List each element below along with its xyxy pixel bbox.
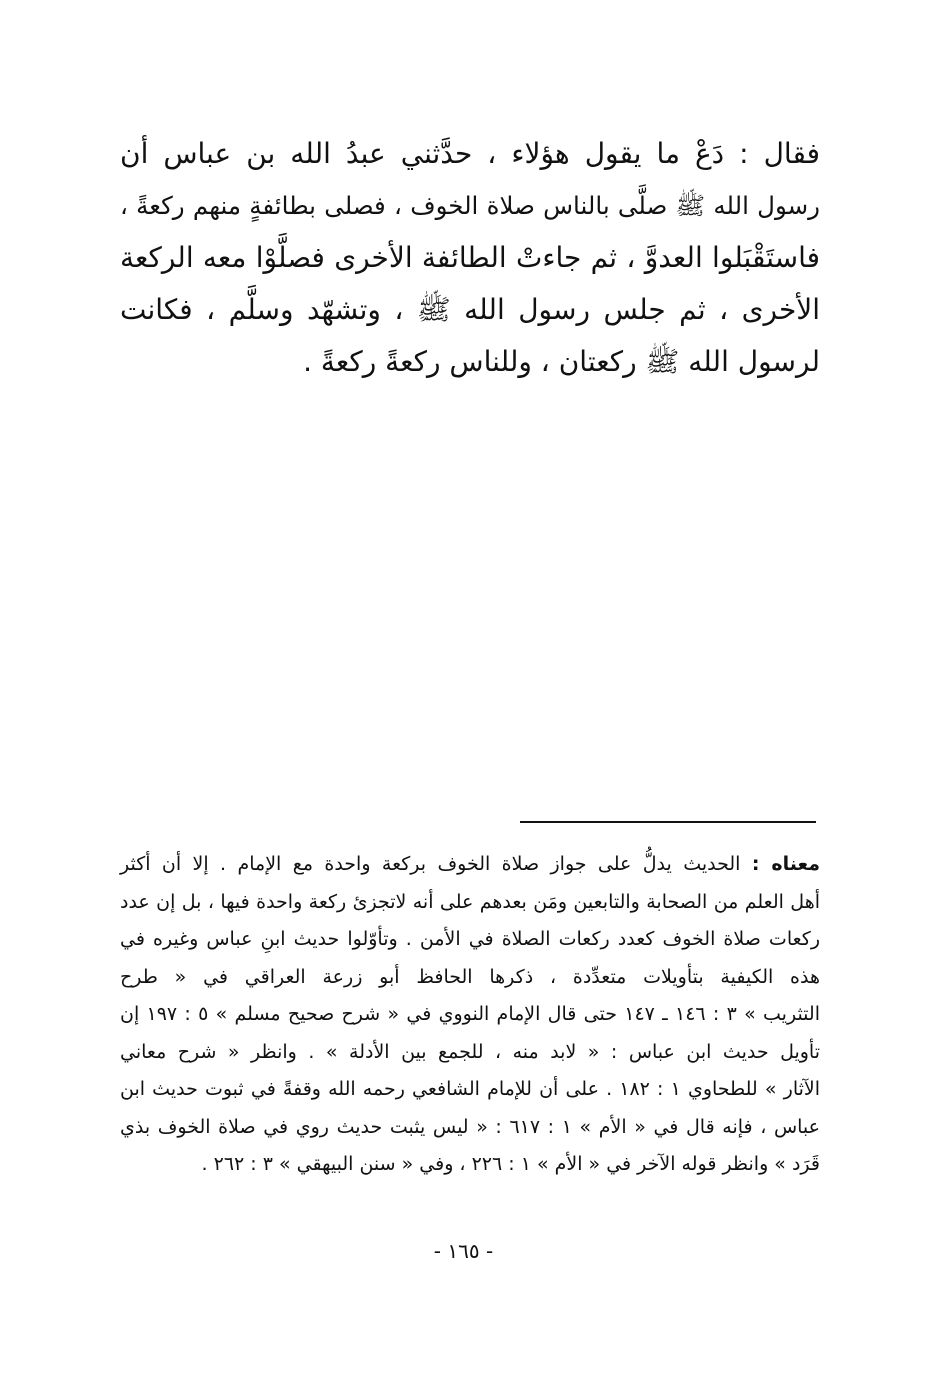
- page-number: - ١٦٥ -: [433, 1239, 494, 1263]
- footnote-block: [120, 846, 820, 1184]
- footnote-separator: [520, 821, 816, 823]
- footnote-line: [120, 846, 820, 884]
- main-text-line: فاستَقْبَلوا العدوَّ ، ثم جاءتْ الطائفة الأخرى فصلَّوْا معه الركعة: [120, 241, 820, 274]
- main-text-line: رسول الله ﷺ صلَّى بالناس صلاة الخوف ، فصلى بطائفةٍ منهم ركعةً ،: [120, 191, 820, 220]
- footnote-line: تأويل حديث ابن عباس : « لابد منه ، للجمع بين الأدلة » . وانظر « شرح معاني: [120, 1040, 820, 1063]
- main-text-line: فقال : دَعْ ما يقول هؤلاء ، حدَّثني عبدُ الله بن عباس أن: [120, 137, 820, 170]
- main-text-line: الأخرى ، ثم جلس رسول الله ﷺ ، وتشهّد وسلَّم ، فكانت: [120, 293, 820, 326]
- footnote-line: أهل العلم من الصحابة والتابعين ومَن بعدهم على أنه لاتجزئ ركعة واحدة فيها ، بل إن عدد: [120, 890, 820, 913]
- main-text-block: [120, 128, 820, 388]
- footnote-first-line-text: الحديث يدلُّ على جواز صلاة الخوف بركعة واحدة مع الإمام . إلا أن أكثر: [120, 853, 741, 875]
- footnote-line: التثريب » ٣ : ١٤٦ ـ ١٤٧ حتى قال الإمام النووي في « شرح صحيح مسلم » ٥ : ١٩٧ إن: [120, 1003, 820, 1025]
- main-text-line: لرسول الله ﷺ ركعتان ، وللناس ركعةً ركعةً .: [303, 345, 820, 378]
- footnote-line: هذه الكيفية بتأويلات متعدِّدة ، ذكرها الحافظ أبو زرعة العراقي في « طرح: [120, 965, 820, 988]
- footnote-line: قَرَد » وانظر قوله الآخر في « الأم » ١ : ٢٢٦ ، وفي « سنن البيهقي » ٣ : ٢٦٢ .: [201, 1153, 820, 1175]
- footnote-line: الآثار » للطحاوي ١ : ١٨٢ . على أن للإمام الشافعي رحمه الله وقفةً في ثبوت حديث ابن: [120, 1078, 821, 1100]
- footnote-label: معناه :: [751, 853, 820, 875]
- footnote-line: ركعات صلاة الخوف كعدد ركعات الصلاة في الأمن . وتأوّلوا حديث ابنِ عباس وغيره في: [120, 928, 820, 950]
- footnote-line: عباس ، فإنه قال في « الأم » ١ : ٦١٧ : « ليس يثبت حديث روي في صلاة الخوف بذي: [120, 1115, 820, 1138]
